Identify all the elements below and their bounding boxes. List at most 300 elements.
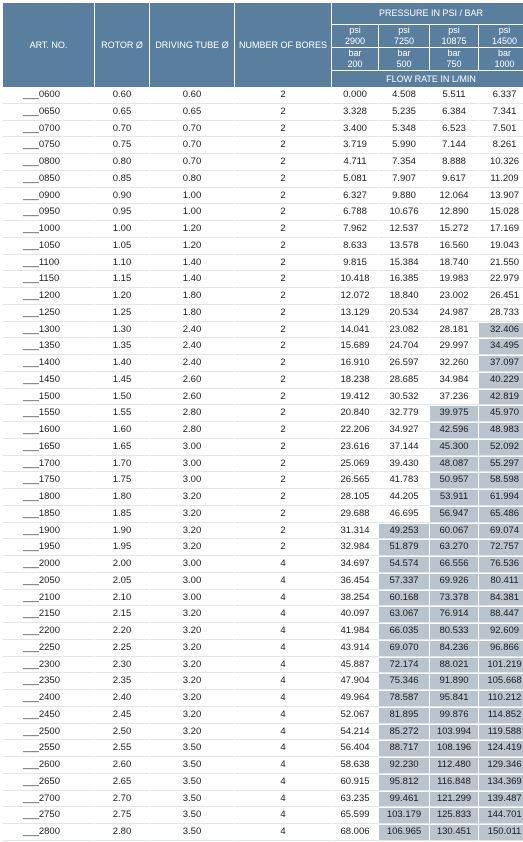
cell-flow-7250: 46.695: [379, 507, 429, 523]
cell-flow-14500: 7.501: [479, 122, 523, 138]
cell-flow-2900: 18.238: [332, 373, 378, 389]
cell-flow-10875: 34.984: [430, 373, 478, 389]
cell-flow-7250: 18.840: [379, 289, 429, 305]
cell-bores: 2: [235, 423, 331, 439]
cell-flow-2900: 5.081: [332, 172, 378, 188]
cell-flow-14500: 119.588: [479, 725, 523, 741]
cell-flow-14500: 61.994: [479, 490, 523, 506]
cell-driving-tube: 1.20: [150, 222, 234, 238]
cell-flow-2900: 29.688: [332, 507, 378, 523]
cell-flow-7250: 92.230: [379, 758, 429, 774]
cell-flow-2900: 14.041: [332, 323, 378, 339]
cell-driving-tube: 1.20: [150, 239, 234, 255]
table-row: [3, 473, 523, 489]
cell-flow-7250: 5.348: [379, 122, 429, 138]
table-row: [3, 792, 523, 808]
cell-flow-10875: 12.890: [430, 205, 478, 221]
table-row: [3, 323, 523, 339]
cell-flow-10875: 84.236: [430, 641, 478, 657]
cell-flow-2900: 9.815: [332, 256, 378, 272]
cell-flow-10875: 73.378: [430, 591, 478, 607]
cell-flow-2900: 25.069: [332, 457, 378, 473]
cell-rotor: 0.75: [95, 138, 149, 154]
cell-bores: 2: [235, 507, 331, 523]
cell-driving-tube: 1.00: [150, 205, 234, 221]
cell-flow-2900: 22.206: [332, 423, 378, 439]
cell-flow-14500: 48.983: [479, 423, 523, 439]
cell-bores: 4: [235, 574, 331, 590]
cell-art-no: ___1000: [3, 222, 94, 238]
cell-bores: 2: [235, 473, 331, 489]
cell-driving-tube: 3.50: [150, 808, 234, 824]
table-body: [3, 88, 523, 841]
cell-bores: 4: [235, 808, 331, 824]
cell-rotor: 1.40: [95, 356, 149, 372]
cell-flow-7250: 44.205: [379, 490, 429, 506]
cell-flow-7250: 23.082: [379, 323, 429, 339]
cell-flow-7250: 24.704: [379, 339, 429, 355]
cell-bores: 2: [235, 339, 331, 355]
cell-rotor: 1.15: [95, 272, 149, 288]
cell-flow-10875: 12.064: [430, 189, 478, 205]
cell-flow-2900: 43.914: [332, 641, 378, 657]
cell-flow-2900: 60.915: [332, 775, 378, 791]
table-row: [3, 607, 523, 623]
cell-flow-10875: 6.523: [430, 122, 478, 138]
flow-rate-table: [2, 2, 523, 842]
cell-art-no: ___0700: [3, 122, 94, 138]
cell-art-no: ___1700: [3, 457, 94, 473]
cell-flow-2900: 38.254: [332, 591, 378, 607]
cell-flow-14500: 69.074: [479, 524, 523, 540]
cell-flow-2900: 13.129: [332, 306, 378, 322]
cell-flow-10875: 18.740: [430, 256, 478, 272]
cell-flow-2900: 28.105: [332, 490, 378, 506]
cell-bores: 4: [235, 557, 331, 573]
cell-driving-tube: 1.40: [150, 272, 234, 288]
cell-bores: 4: [235, 624, 331, 640]
cell-flow-7250: 39.430: [379, 457, 429, 473]
cell-flow-2900: 20.840: [332, 406, 378, 422]
cell-flow-14500: 101.219: [479, 658, 523, 674]
cell-flow-14500: 110.212: [479, 691, 523, 707]
cell-rotor: 1.45: [95, 373, 149, 389]
table-row: [3, 390, 523, 406]
cell-flow-10875: 53.911: [430, 490, 478, 506]
cell-rotor: 2.00: [95, 557, 149, 573]
table-row: [3, 708, 523, 724]
cell-flow-10875: 69.926: [430, 574, 478, 590]
cell-rotor: 0.90: [95, 189, 149, 205]
cell-flow-14500: 7.341: [479, 105, 523, 121]
cell-rotor: 1.65: [95, 440, 149, 456]
cell-flow-2900: 23.616: [332, 440, 378, 456]
cell-driving-tube: 3.50: [150, 825, 234, 841]
cell-art-no: ___0600: [3, 88, 94, 104]
cell-driving-tube: 3.00: [150, 591, 234, 607]
table-row: [3, 808, 523, 824]
cell-flow-10875: 108.196: [430, 741, 478, 757]
table-row: [3, 289, 523, 305]
cell-flow-7250: 10.676: [379, 205, 429, 221]
cell-bores: 2: [235, 256, 331, 272]
cell-rotor: 2.65: [95, 775, 149, 791]
cell-bores: 4: [235, 758, 331, 774]
cell-driving-tube: 1.80: [150, 289, 234, 305]
table-row: [3, 205, 523, 221]
cell-flow-10875: 125.833: [430, 808, 478, 824]
table-row: [3, 256, 523, 272]
cell-art-no: ___2800: [3, 825, 94, 841]
header-art-no: ART. NO.: [3, 3, 94, 87]
header-driving-tube: DRIVING TUBE Ø: [150, 3, 234, 87]
cell-rotor: 1.55: [95, 406, 149, 422]
cell-art-no: ___1150: [3, 272, 94, 288]
cell-driving-tube: 0.70: [150, 155, 234, 171]
cell-flow-7250: 57.337: [379, 574, 429, 590]
cell-flow-7250: 32.779: [379, 406, 429, 422]
cell-flow-14500: 19.043: [479, 239, 523, 255]
cell-flow-14500: 8.261: [479, 138, 523, 154]
cell-driving-tube: 2.80: [150, 423, 234, 439]
cell-driving-tube: 3.20: [150, 624, 234, 640]
cell-flow-10875: 80.533: [430, 624, 478, 640]
cell-driving-tube: 2.40: [150, 356, 234, 372]
cell-flow-14500: 139.487: [479, 792, 523, 808]
table-row: [3, 490, 523, 506]
cell-flow-2900: 31.314: [332, 524, 378, 540]
header-bar: bar 200: [332, 48, 378, 70]
cell-bores: 2: [235, 306, 331, 322]
cell-rotor: 0.95: [95, 205, 149, 221]
table-row: [3, 88, 523, 104]
cell-driving-tube: 2.40: [150, 323, 234, 339]
cell-driving-tube: 0.80: [150, 172, 234, 188]
cell-flow-2900: 68.006: [332, 825, 378, 841]
cell-flow-2900: 45.887: [332, 658, 378, 674]
cell-art-no: ___1300: [3, 323, 94, 339]
cell-bores: 4: [235, 591, 331, 607]
cell-art-no: ___1100: [3, 256, 94, 272]
cell-rotor: 0.85: [95, 172, 149, 188]
cell-art-no: ___1400: [3, 356, 94, 372]
cell-flow-14500: 32.406: [479, 323, 523, 339]
table-row: [3, 172, 523, 188]
table-row: [3, 641, 523, 657]
cell-driving-tube: 3.20: [150, 725, 234, 741]
cell-driving-tube: 3.20: [150, 524, 234, 540]
table-row: [3, 825, 523, 841]
cell-flow-2900: 6.327: [332, 189, 378, 205]
cell-rotor: 1.20: [95, 289, 149, 305]
cell-flow-14500: 17.169: [479, 222, 523, 238]
cell-art-no: ___0800: [3, 155, 94, 171]
cell-flow-10875: 99.876: [430, 708, 478, 724]
cell-art-no: ___2100: [3, 591, 94, 607]
cell-driving-tube: 3.50: [150, 758, 234, 774]
cell-rotor: 1.75: [95, 473, 149, 489]
cell-flow-10875: 45.300: [430, 440, 478, 456]
cell-driving-tube: 2.40: [150, 339, 234, 355]
cell-flow-10875: 5.511: [430, 88, 478, 104]
cell-flow-10875: 32.260: [430, 356, 478, 372]
table-row: [3, 189, 523, 205]
cell-rotor: 1.50: [95, 390, 149, 406]
cell-driving-tube: 3.50: [150, 741, 234, 757]
cell-rotor: 2.45: [95, 708, 149, 724]
cell-flow-14500: 84.381: [479, 591, 523, 607]
cell-driving-tube: 2.80: [150, 406, 234, 422]
cell-art-no: ___2300: [3, 658, 94, 674]
cell-flow-10875: 56.947: [430, 507, 478, 523]
cell-flow-10875: 23.002: [430, 289, 478, 305]
cell-flow-7250: 30.532: [379, 390, 429, 406]
table-row: [3, 356, 523, 372]
cell-art-no: ___2450: [3, 708, 94, 724]
cell-rotor: 1.10: [95, 256, 149, 272]
cell-flow-10875: 6.384: [430, 105, 478, 121]
cell-art-no: ___2050: [3, 574, 94, 590]
cell-flow-10875: 91.890: [430, 674, 478, 690]
cell-rotor: 0.65: [95, 105, 149, 121]
table-row: [3, 105, 523, 121]
cell-rotor: 1.85: [95, 507, 149, 523]
cell-flow-7250: 34.927: [379, 423, 429, 439]
cell-flow-2900: 32.984: [332, 540, 378, 556]
cell-flow-7250: 78.587: [379, 691, 429, 707]
cell-flow-2900: 12.072: [332, 289, 378, 305]
header-rotor: ROTOR Ø: [95, 3, 149, 87]
cell-driving-tube: 0.60: [150, 88, 234, 104]
cell-bores: 2: [235, 205, 331, 221]
cell-art-no: ___1550: [3, 406, 94, 422]
cell-flow-7250: 16.385: [379, 272, 429, 288]
cell-flow-10875: 112.480: [430, 758, 478, 774]
cell-art-no: ___1050: [3, 239, 94, 255]
cell-bores: 2: [235, 239, 331, 255]
cell-flow-10875: 19.983: [430, 272, 478, 288]
cell-flow-7250: 20.534: [379, 306, 429, 322]
cell-rotor: 2.60: [95, 758, 149, 774]
cell-bores: 2: [235, 356, 331, 372]
cell-driving-tube: 3.20: [150, 507, 234, 523]
cell-flow-14500: 88.447: [479, 607, 523, 623]
cell-flow-10875: 130.451: [430, 825, 478, 841]
cell-flow-10875: 8.888: [430, 155, 478, 171]
cell-rotor: 1.90: [95, 524, 149, 540]
cell-flow-7250: 7.354: [379, 155, 429, 171]
cell-bores: 2: [235, 390, 331, 406]
table-row: [3, 524, 523, 540]
cell-flow-10875: 60.067: [430, 524, 478, 540]
cell-flow-10875: 29.997: [430, 339, 478, 355]
cell-bores: 2: [235, 373, 331, 389]
cell-flow-7250: 95.812: [379, 775, 429, 791]
cell-flow-7250: 5.235: [379, 105, 429, 121]
cell-flow-14500: 134.369: [479, 775, 523, 791]
table-row: [3, 674, 523, 690]
table-row: [3, 222, 523, 238]
cell-flow-2900: 8.633: [332, 239, 378, 255]
cell-flow-14500: 129.346: [479, 758, 523, 774]
cell-flow-2900: 40.097: [332, 607, 378, 623]
cell-flow-10875: 48.087: [430, 457, 478, 473]
cell-flow-7250: 7.907: [379, 172, 429, 188]
cell-flow-2900: 41.984: [332, 624, 378, 640]
cell-bores: 2: [235, 122, 331, 138]
cell-rotor: 1.35: [95, 339, 149, 355]
cell-flow-7250: 4.508: [379, 88, 429, 104]
cell-rotor: 2.10: [95, 591, 149, 607]
cell-bores: 2: [235, 490, 331, 506]
cell-flow-7250: 88.717: [379, 741, 429, 757]
cell-flow-2900: 49.964: [332, 691, 378, 707]
cell-flow-7250: 63.067: [379, 607, 429, 623]
cell-rotor: 2.20: [95, 624, 149, 640]
cell-flow-14500: 96.866: [479, 641, 523, 657]
cell-driving-tube: 3.00: [150, 440, 234, 456]
cell-driving-tube: 2.60: [150, 373, 234, 389]
cell-flow-7250: 60.168: [379, 591, 429, 607]
cell-bores: 4: [235, 658, 331, 674]
cell-bores: 2: [235, 138, 331, 154]
cell-flow-14500: 72.757: [479, 540, 523, 556]
cell-art-no: ___1850: [3, 507, 94, 523]
cell-flow-7250: 103.179: [379, 808, 429, 824]
header-number-of-bores: NUMBER OF BORES: [235, 3, 331, 87]
cell-driving-tube: 3.20: [150, 490, 234, 506]
table-row: [3, 624, 523, 640]
cell-rotor: 2.75: [95, 808, 149, 824]
cell-bores: 2: [235, 524, 331, 540]
header-psi: psi 10875: [430, 25, 478, 47]
cell-rotor: 2.35: [95, 674, 149, 690]
header-psi: psi 7250: [379, 25, 429, 47]
cell-flow-2900: 19.412: [332, 390, 378, 406]
cell-bores: 2: [235, 457, 331, 473]
cell-flow-14500: 40.229: [479, 373, 523, 389]
cell-rotor: 1.00: [95, 222, 149, 238]
cell-flow-14500: 52.092: [479, 440, 523, 456]
cell-bores: 2: [235, 406, 331, 422]
cell-rotor: 1.80: [95, 490, 149, 506]
header-bar: bar 500: [379, 48, 429, 70]
cell-art-no: ___1800: [3, 490, 94, 506]
table-row: [3, 440, 523, 456]
cell-rotor: 2.15: [95, 607, 149, 623]
table-row: [3, 591, 523, 607]
cell-flow-14500: 65.486: [479, 507, 523, 523]
cell-flow-7250: 28.685: [379, 373, 429, 389]
cell-art-no: ___1950: [3, 540, 94, 556]
cell-art-no: ___1600: [3, 423, 94, 439]
cell-flow-10875: 16.560: [430, 239, 478, 255]
cell-flow-7250: 13.578: [379, 239, 429, 255]
cell-flow-10875: 7.144: [430, 138, 478, 154]
cell-bores: 2: [235, 155, 331, 171]
cell-driving-tube: 3.20: [150, 658, 234, 674]
table-row: [3, 775, 523, 791]
cell-rotor: 2.70: [95, 792, 149, 808]
cell-art-no: ___0950: [3, 205, 94, 221]
table-row: [3, 691, 523, 707]
cell-flow-2900: 47.904: [332, 674, 378, 690]
cell-flow-14500: 28.733: [479, 306, 523, 322]
table-row: [3, 122, 523, 138]
cell-flow-2900: 56.404: [332, 741, 378, 757]
cell-rotor: 1.60: [95, 423, 149, 439]
cell-flow-10875: 121.299: [430, 792, 478, 808]
cell-rotor: 2.05: [95, 574, 149, 590]
cell-flow-7250: 66.035: [379, 624, 429, 640]
cell-flow-14500: 10.326: [479, 155, 523, 171]
cell-flow-7250: 49.253: [379, 524, 429, 540]
cell-flow-2900: 65.599: [332, 808, 378, 824]
header-bar: bar 750: [430, 48, 478, 70]
cell-rotor: 2.55: [95, 741, 149, 757]
cell-flow-10875: 88.021: [430, 658, 478, 674]
cell-bores: 4: [235, 825, 331, 841]
table-row: [3, 138, 523, 154]
cell-flow-7250: 5.990: [379, 138, 429, 154]
cell-driving-tube: 3.20: [150, 607, 234, 623]
cell-flow-10875: 116.848: [430, 775, 478, 791]
cell-art-no: ___1750: [3, 473, 94, 489]
cell-flow-14500: 124.419: [479, 741, 523, 757]
cell-flow-7250: 69.070: [379, 641, 429, 657]
cell-flow-2900: 34.697: [332, 557, 378, 573]
cell-art-no: ___1200: [3, 289, 94, 305]
table-header: [3, 3, 523, 87]
cell-flow-14500: 92.609: [479, 624, 523, 640]
cell-flow-10875: 50.957: [430, 473, 478, 489]
cell-flow-10875: 37.236: [430, 390, 478, 406]
cell-driving-tube: 2.60: [150, 390, 234, 406]
cell-art-no: ___0850: [3, 172, 94, 188]
cell-bores: 2: [235, 222, 331, 238]
cell-art-no: ___2550: [3, 741, 94, 757]
table-row: [3, 540, 523, 556]
cell-flow-2900: 3.719: [332, 138, 378, 154]
cell-flow-10875: 103.994: [430, 725, 478, 741]
cell-driving-tube: 3.50: [150, 775, 234, 791]
cell-rotor: 0.70: [95, 122, 149, 138]
cell-driving-tube: 1.40: [150, 256, 234, 272]
header-bar: bar 1000: [479, 48, 523, 70]
cell-rotor: 0.60: [95, 88, 149, 104]
cell-bores: 4: [235, 607, 331, 623]
cell-rotor: 1.95: [95, 540, 149, 556]
cell-rotor: 1.05: [95, 239, 149, 255]
cell-flow-7250: 15.384: [379, 256, 429, 272]
cell-art-no: ___0650: [3, 105, 94, 121]
cell-flow-7250: 72.174: [379, 658, 429, 674]
cell-art-no: ___2000: [3, 557, 94, 573]
cell-bores: 4: [235, 691, 331, 707]
cell-flow-10875: 39.975: [430, 406, 478, 422]
cell-flow-14500: 26.451: [479, 289, 523, 305]
cell-flow-10875: 15.272: [430, 222, 478, 238]
cell-flow-7250: 26.597: [379, 356, 429, 372]
table-row: [3, 239, 523, 255]
cell-driving-tube: 0.70: [150, 122, 234, 138]
cell-bores: 2: [235, 323, 331, 339]
cell-art-no: ___2500: [3, 725, 94, 741]
cell-rotor: 2.25: [95, 641, 149, 657]
cell-rotor: 1.30: [95, 323, 149, 339]
cell-driving-tube: 0.70: [150, 138, 234, 154]
cell-flow-2900: 36.454: [332, 574, 378, 590]
